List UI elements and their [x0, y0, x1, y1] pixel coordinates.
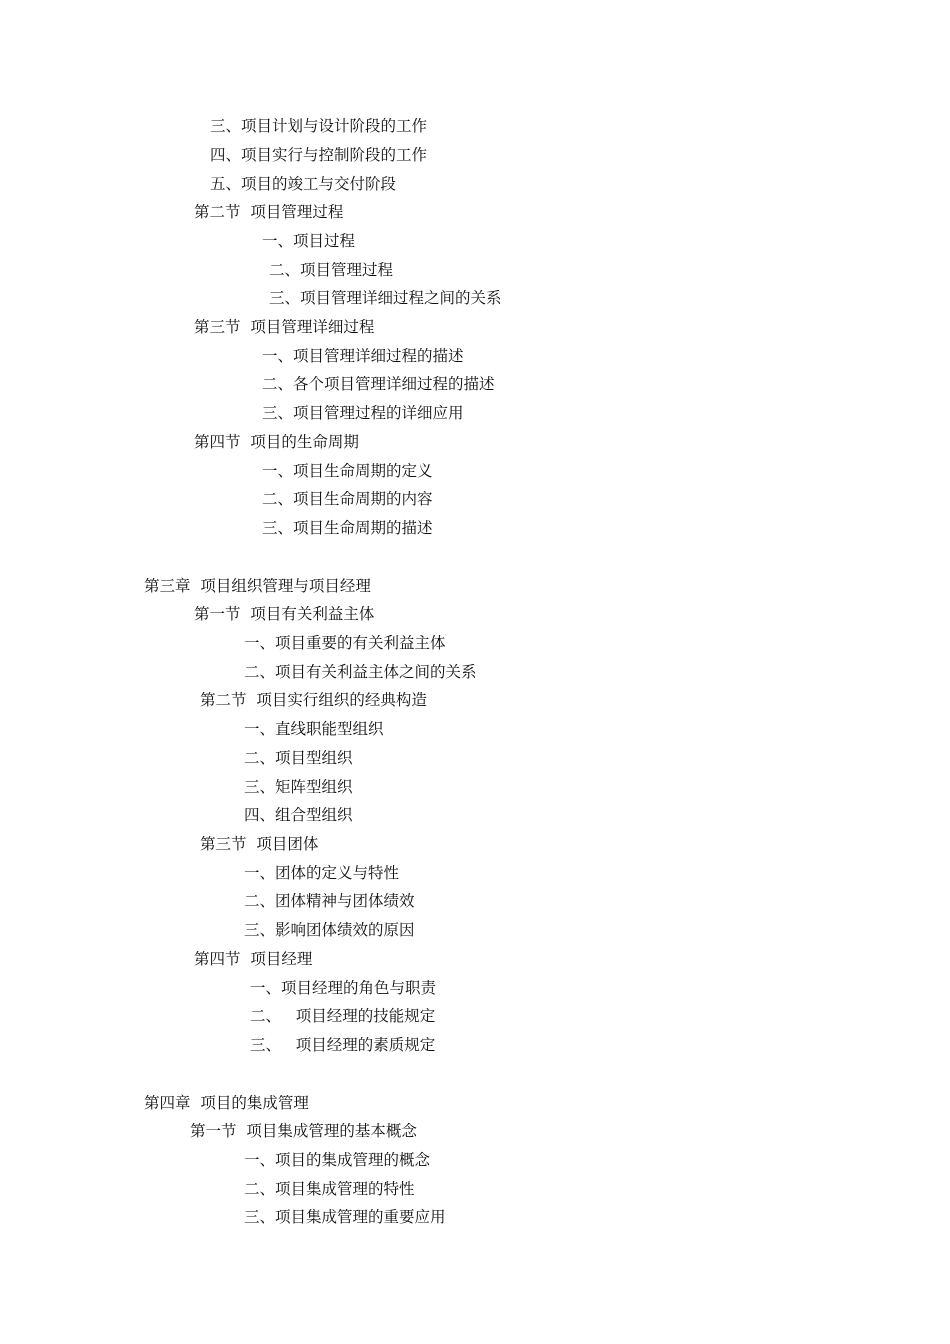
toc-item: 二、项目有关利益主体之间的关系 [244, 663, 477, 681]
toc-item: 三、项目计划与设计阶段的工作 [210, 117, 428, 135]
toc-item: 三、项目集成管理的重要应用 [244, 1208, 446, 1226]
toc-section: 第四节 项目经理 [194, 950, 313, 968]
toc-item: 三、影响团体绩效的原因 [244, 921, 415, 939]
toc-item: 一、项目的集成管理的概念 [244, 1151, 431, 1169]
toc-item: 一、团体的定义与特性 [244, 864, 400, 882]
toc-item: 一、项目生命周期的定义 [262, 462, 433, 480]
toc-item: 一、项目经理的角色与职责 [250, 979, 437, 997]
toc-item: 三、 项目经理的素质规定 [250, 1036, 436, 1054]
toc-section: 第二节 项目管理过程 [194, 203, 344, 221]
toc-item: 一、项目过程 [262, 232, 356, 250]
toc-item: 四、组合型组织 [244, 806, 353, 824]
toc-item: 一、项目管理详细过程的描述 [262, 347, 464, 365]
toc-item: 三、项目生命周期的描述 [262, 519, 433, 537]
toc-item: 四、项目实行与控制阶段的工作 [210, 146, 428, 164]
toc-section: 第二节 项目实行组织的经典构造 [200, 691, 427, 709]
toc-item: 五、项目的竣工与交付阶段 [210, 175, 397, 193]
toc-chapter: 第四章 项目的集成管理 [144, 1094, 309, 1112]
toc-section: 第四节 项目的生命周期 [194, 433, 359, 451]
toc-item: 二、项目生命周期的内容 [262, 490, 433, 508]
toc-chapter: 第三章 项目组织管理与项目经理 [144, 577, 371, 595]
toc-item: 二、项目管理过程 [269, 261, 394, 279]
toc-item: 一、直线职能型组织 [244, 720, 384, 738]
toc-item: 二、团体精神与团体绩效 [244, 892, 415, 910]
toc-item: 二、项目型组织 [244, 749, 353, 767]
toc-item: 三、项目管理过程的详细应用 [262, 404, 464, 422]
toc-section: 第一节 项目集成管理的基本概念 [190, 1122, 417, 1140]
toc-section: 第一节 项目有关利益主体 [194, 605, 375, 623]
toc-section: 第三节 项目管理详细过程 [194, 318, 375, 336]
toc-item: 一、项目重要的有关利益主体 [244, 634, 446, 652]
toc-item: 二、项目集成管理的特性 [244, 1180, 415, 1198]
toc-item: 二、各个项目管理详细过程的描述 [262, 375, 495, 393]
toc-item: 三、矩阵型组织 [244, 778, 353, 796]
toc-item: 三、项目管理详细过程之间的关系 [269, 289, 502, 307]
toc-section: 第三节 项目团体 [200, 835, 319, 853]
toc-item: 二、 项目经理的技能规定 [250, 1007, 436, 1025]
